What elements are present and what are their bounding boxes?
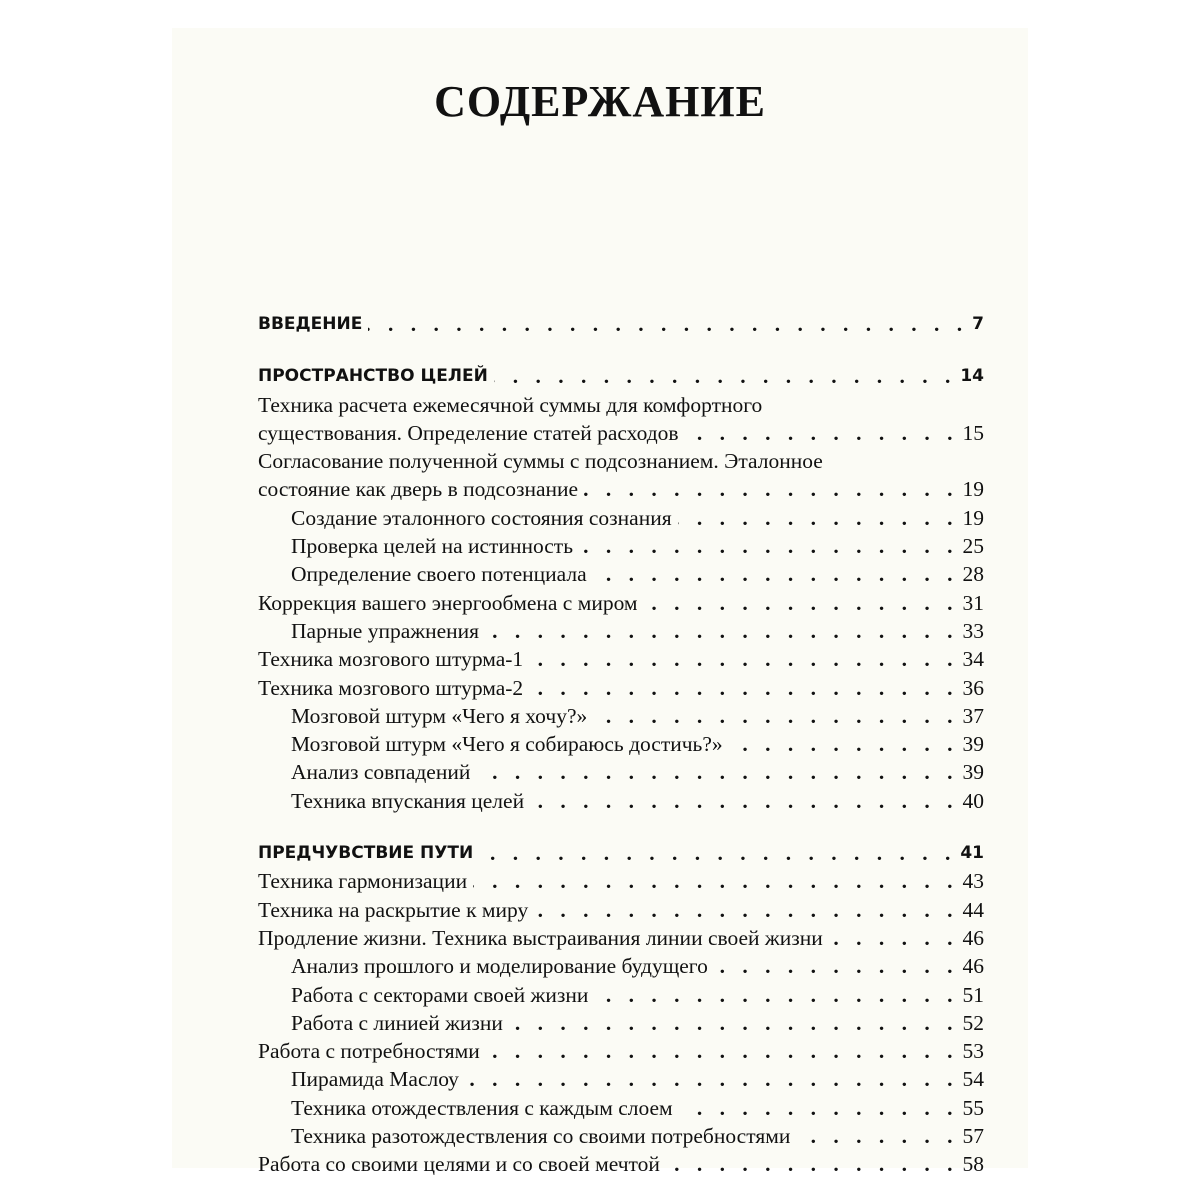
toc-entry-title: ПРОСТРАНСТВО ЦЕЛЕЙ <box>258 366 488 387</box>
toc-section-intro <box>258 310 984 338</box>
toc-entry-title: Продление жизни. Техника выстраивания линии своей жизни <box>258 925 823 950</box>
toc-entry-title: Работа со своими целями и со своей мечтой <box>258 1152 660 1177</box>
dot-leader <box>530 787 958 815</box>
toc-page-number: 54 <box>962 1067 984 1092</box>
toc-page-number: 58 <box>962 1152 984 1177</box>
toc-page-number: 39 <box>962 760 984 785</box>
toc-page-number: 57 <box>962 1124 984 1149</box>
toc-entry-title: Техника мозгового штурма-2 <box>258 675 524 700</box>
dot-leader <box>529 645 958 673</box>
toc-entry-title: Проверка целей на истинность <box>291 534 573 559</box>
toc-entry-title: Техника разотождествления со своими потребностями <box>291 1124 791 1149</box>
dot-leader <box>476 758 958 786</box>
dot-leader <box>485 617 958 645</box>
dot-leader <box>584 475 958 503</box>
toc-entry <box>258 475 984 503</box>
toc-entry-title: Мозговой штурм «Чего я хочу?» <box>291 703 588 728</box>
toc-entry <box>258 1150 984 1178</box>
dot-leader <box>473 867 958 895</box>
dot-leader <box>465 1065 959 1093</box>
dot-leader <box>714 952 959 980</box>
toc-entry <box>258 589 984 617</box>
toc-entry <box>258 674 984 702</box>
toc-page-number: 19 <box>962 477 984 502</box>
toc-page-number: 36 <box>962 675 984 700</box>
toc-subentry <box>258 758 984 786</box>
toc-entry-first-line: Согласование полученной суммы с подсознанием. Эталонное <box>258 449 823 474</box>
toc-subentry <box>258 981 984 1009</box>
toc-entry-title: ВВЕДЕНИЕ <box>258 314 363 334</box>
toc-subentry <box>258 1065 984 1093</box>
toc-entry-title: Парные упражнения <box>291 618 480 643</box>
toc-page-number: 55 <box>962 1095 984 1120</box>
toc-page-number: 43 <box>962 869 984 894</box>
toc-entry-title: Техника мозгового штурма-1 <box>258 647 524 672</box>
toc-entry-title: Пирамида Маслоу <box>291 1067 459 1092</box>
table-of-contents <box>258 310 984 1179</box>
toc-page-number: 46 <box>962 954 984 979</box>
toc-entry-title: существования. Определение статей расходов <box>258 420 679 445</box>
toc-page-number: 28 <box>962 562 984 587</box>
toc-entry-title: Работа с линией жизни <box>291 1010 503 1035</box>
toc-entry <box>258 867 984 895</box>
toc-page-number: 37 <box>962 703 984 728</box>
toc-entry-title: Анализ совпадений <box>291 760 471 785</box>
toc-entry-title: Коррекция вашего энергообмена с миром <box>258 590 638 615</box>
toc-entry-title: Техника гармонизации <box>258 869 468 894</box>
dot-leader <box>678 504 959 532</box>
toc-entry-title: состояние как дверь в подсознание <box>258 477 579 502</box>
toc-subentry <box>258 787 984 815</box>
dot-leader <box>666 1150 959 1178</box>
dot-leader <box>534 896 958 924</box>
toc-entry-title: Техника впускания целей <box>291 788 525 813</box>
toc-page-number: 44 <box>962 897 984 922</box>
toc-page-number: 40 <box>962 788 984 813</box>
toc-entry <box>258 924 984 952</box>
toc-entry <box>258 419 984 447</box>
toc-entry-title: Техника отождествления с каждым слоем <box>291 1095 673 1120</box>
dot-leader <box>644 589 959 617</box>
toc-entry <box>258 896 984 924</box>
toc-page-number: 14 <box>960 366 984 387</box>
toc-entry-title: Работа с секторами своей жизни <box>291 982 589 1007</box>
toc-subentry <box>258 730 984 758</box>
book-page <box>172 28 1028 1177</box>
toc-subentry <box>258 560 984 588</box>
toc-page-number: 46 <box>962 925 984 950</box>
dot-leader <box>679 1094 959 1122</box>
toc-entry-title: Создание эталонного состояния сознания <box>291 505 672 530</box>
toc-entry-title: Мозговой штурм «Чего я собираюсь достичь?» <box>291 732 723 757</box>
toc-entry-first-line: Техника расчета ежемесячной суммы для комфортного <box>258 392 763 417</box>
toc-page-number: 41 <box>960 843 984 864</box>
toc-page-number: 7 <box>972 314 984 334</box>
dot-leader <box>593 560 959 588</box>
toc-entry-title: Определение своего потенциала <box>291 562 587 587</box>
dot-leader <box>579 532 959 560</box>
toc-page-number: 52 <box>962 1010 984 1035</box>
toc-subentry <box>258 702 984 730</box>
dot-leader <box>829 924 959 952</box>
toc-page-number: 19 <box>962 505 984 530</box>
dot-leader <box>685 419 959 447</box>
toc-section-goals <box>258 362 984 390</box>
toc-subentry <box>258 504 984 532</box>
dot-leader <box>593 702 958 730</box>
toc-page-number: 34 <box>962 647 984 672</box>
dot-leader <box>368 310 968 338</box>
dot-leader <box>509 1009 959 1037</box>
toc-entry <box>258 1037 984 1065</box>
toc-subentry <box>258 1094 984 1122</box>
dot-leader <box>529 674 958 702</box>
dot-leader <box>796 1122 958 1150</box>
toc-entry-title: ПРЕДЧУВСТВИЕ ПУТИ <box>258 843 474 864</box>
dot-leader <box>729 730 959 758</box>
toc-entry-title: Техника на раскрытие к миру <box>258 897 529 922</box>
toc-page-number: 15 <box>962 420 984 445</box>
toc-page-number: 39 <box>962 732 984 757</box>
toc-entry-title: Анализ прошлого и моделирование будущего <box>291 954 708 979</box>
toc-subentry <box>258 1009 984 1037</box>
toc-subentry <box>258 617 984 645</box>
toc-page-number: 53 <box>962 1039 984 1064</box>
toc-page-number: 51 <box>962 982 984 1007</box>
toc-subentry <box>258 1122 984 1150</box>
dot-leader <box>479 839 956 867</box>
toc-entry <box>258 645 984 673</box>
toc-page-number: 31 <box>962 590 984 615</box>
toc-subentry <box>258 952 984 980</box>
toc-page-number: 33 <box>962 618 984 643</box>
dot-leader <box>486 1037 959 1065</box>
toc-entry-title: Работа с потребностями <box>258 1039 480 1064</box>
toc-section-path <box>258 839 984 867</box>
toc-subentry <box>258 532 984 560</box>
dot-leader <box>494 362 957 390</box>
page-title: СОДЕРЖАНИЕ <box>434 77 766 126</box>
toc-page-number: 25 <box>962 534 984 559</box>
dot-leader <box>594 981 958 1009</box>
